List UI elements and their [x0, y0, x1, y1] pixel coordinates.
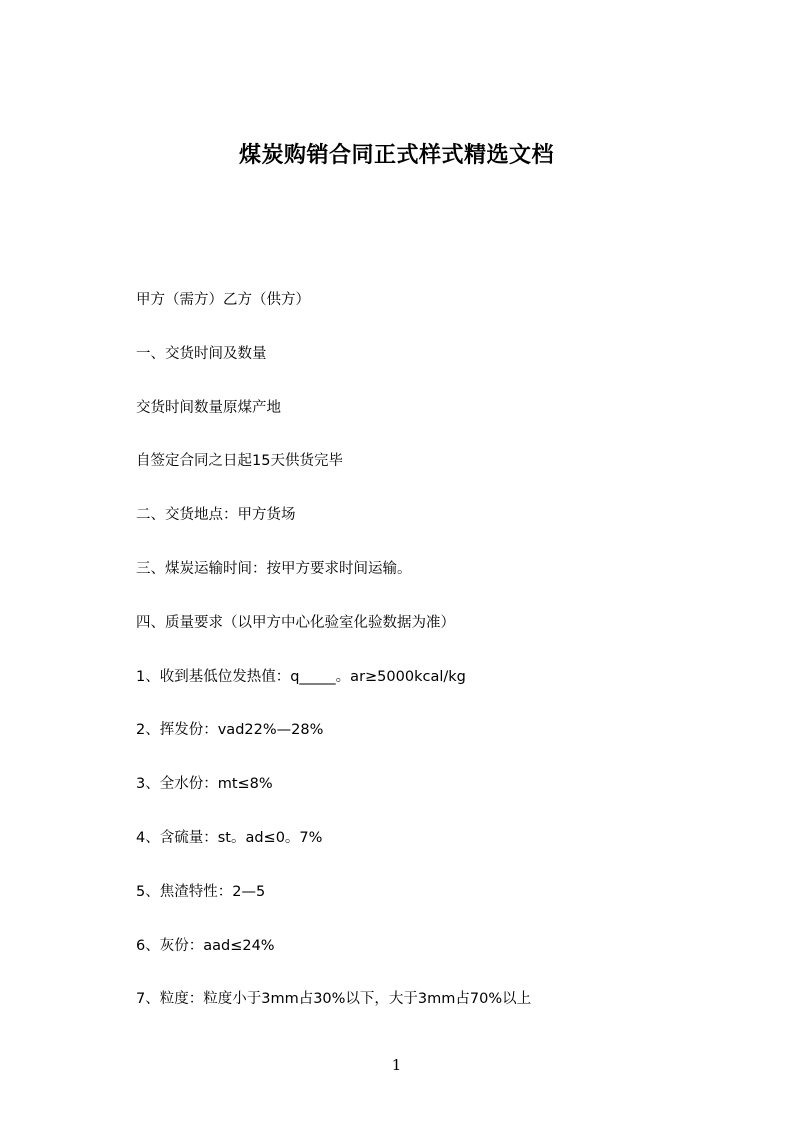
heading-transport-time: 三、煤炭运输时间：按甲方要求时间运输。 [136, 560, 412, 577]
quality-item-ash: 6、灰份：aad≤24% [136, 937, 275, 954]
heading-delivery-location: 二、交货地点：甲方货场 [136, 507, 296, 524]
quality-item-moisture: 3、全水份：mt≤8% [136, 776, 273, 793]
paragraph-delivery-deadline: 自签定合同之日起15天供货完毕 [136, 453, 343, 470]
page-number: 1 [391, 1056, 402, 1074]
quality-item-particle-size: 7、粒度：粒度小于3mm占30%以下，大于3mm占70%以上 [136, 991, 532, 1008]
quality-item-sulfur: 4、含硫量：st。ad≤0。7% [136, 829, 323, 846]
document-body [136, 286, 696, 1039]
heading-delivery-time-quantity: 一、交货时间及数量 [136, 345, 267, 362]
heading-quality-requirements: 四、质量要求（以甲方中心化验室化验数据为准） [136, 614, 455, 631]
document-title: 煤炭购销合同正式样式精选文档 [238, 143, 554, 168]
quality-item-heating-value: 1、收到基低位发热值：q_____。ar≥5000kcal/kg [136, 668, 466, 685]
quality-item-coke-residue: 5、焦渣特性：2—5 [136, 883, 266, 900]
quality-item-volatile: 2、挥发份：vad22%—28% [136, 722, 324, 739]
paragraph-parties: 甲方（需方）乙方（供方） [136, 292, 310, 308]
paragraph-delivery-table-header: 交货时间数量原煤产地 [136, 399, 281, 416]
